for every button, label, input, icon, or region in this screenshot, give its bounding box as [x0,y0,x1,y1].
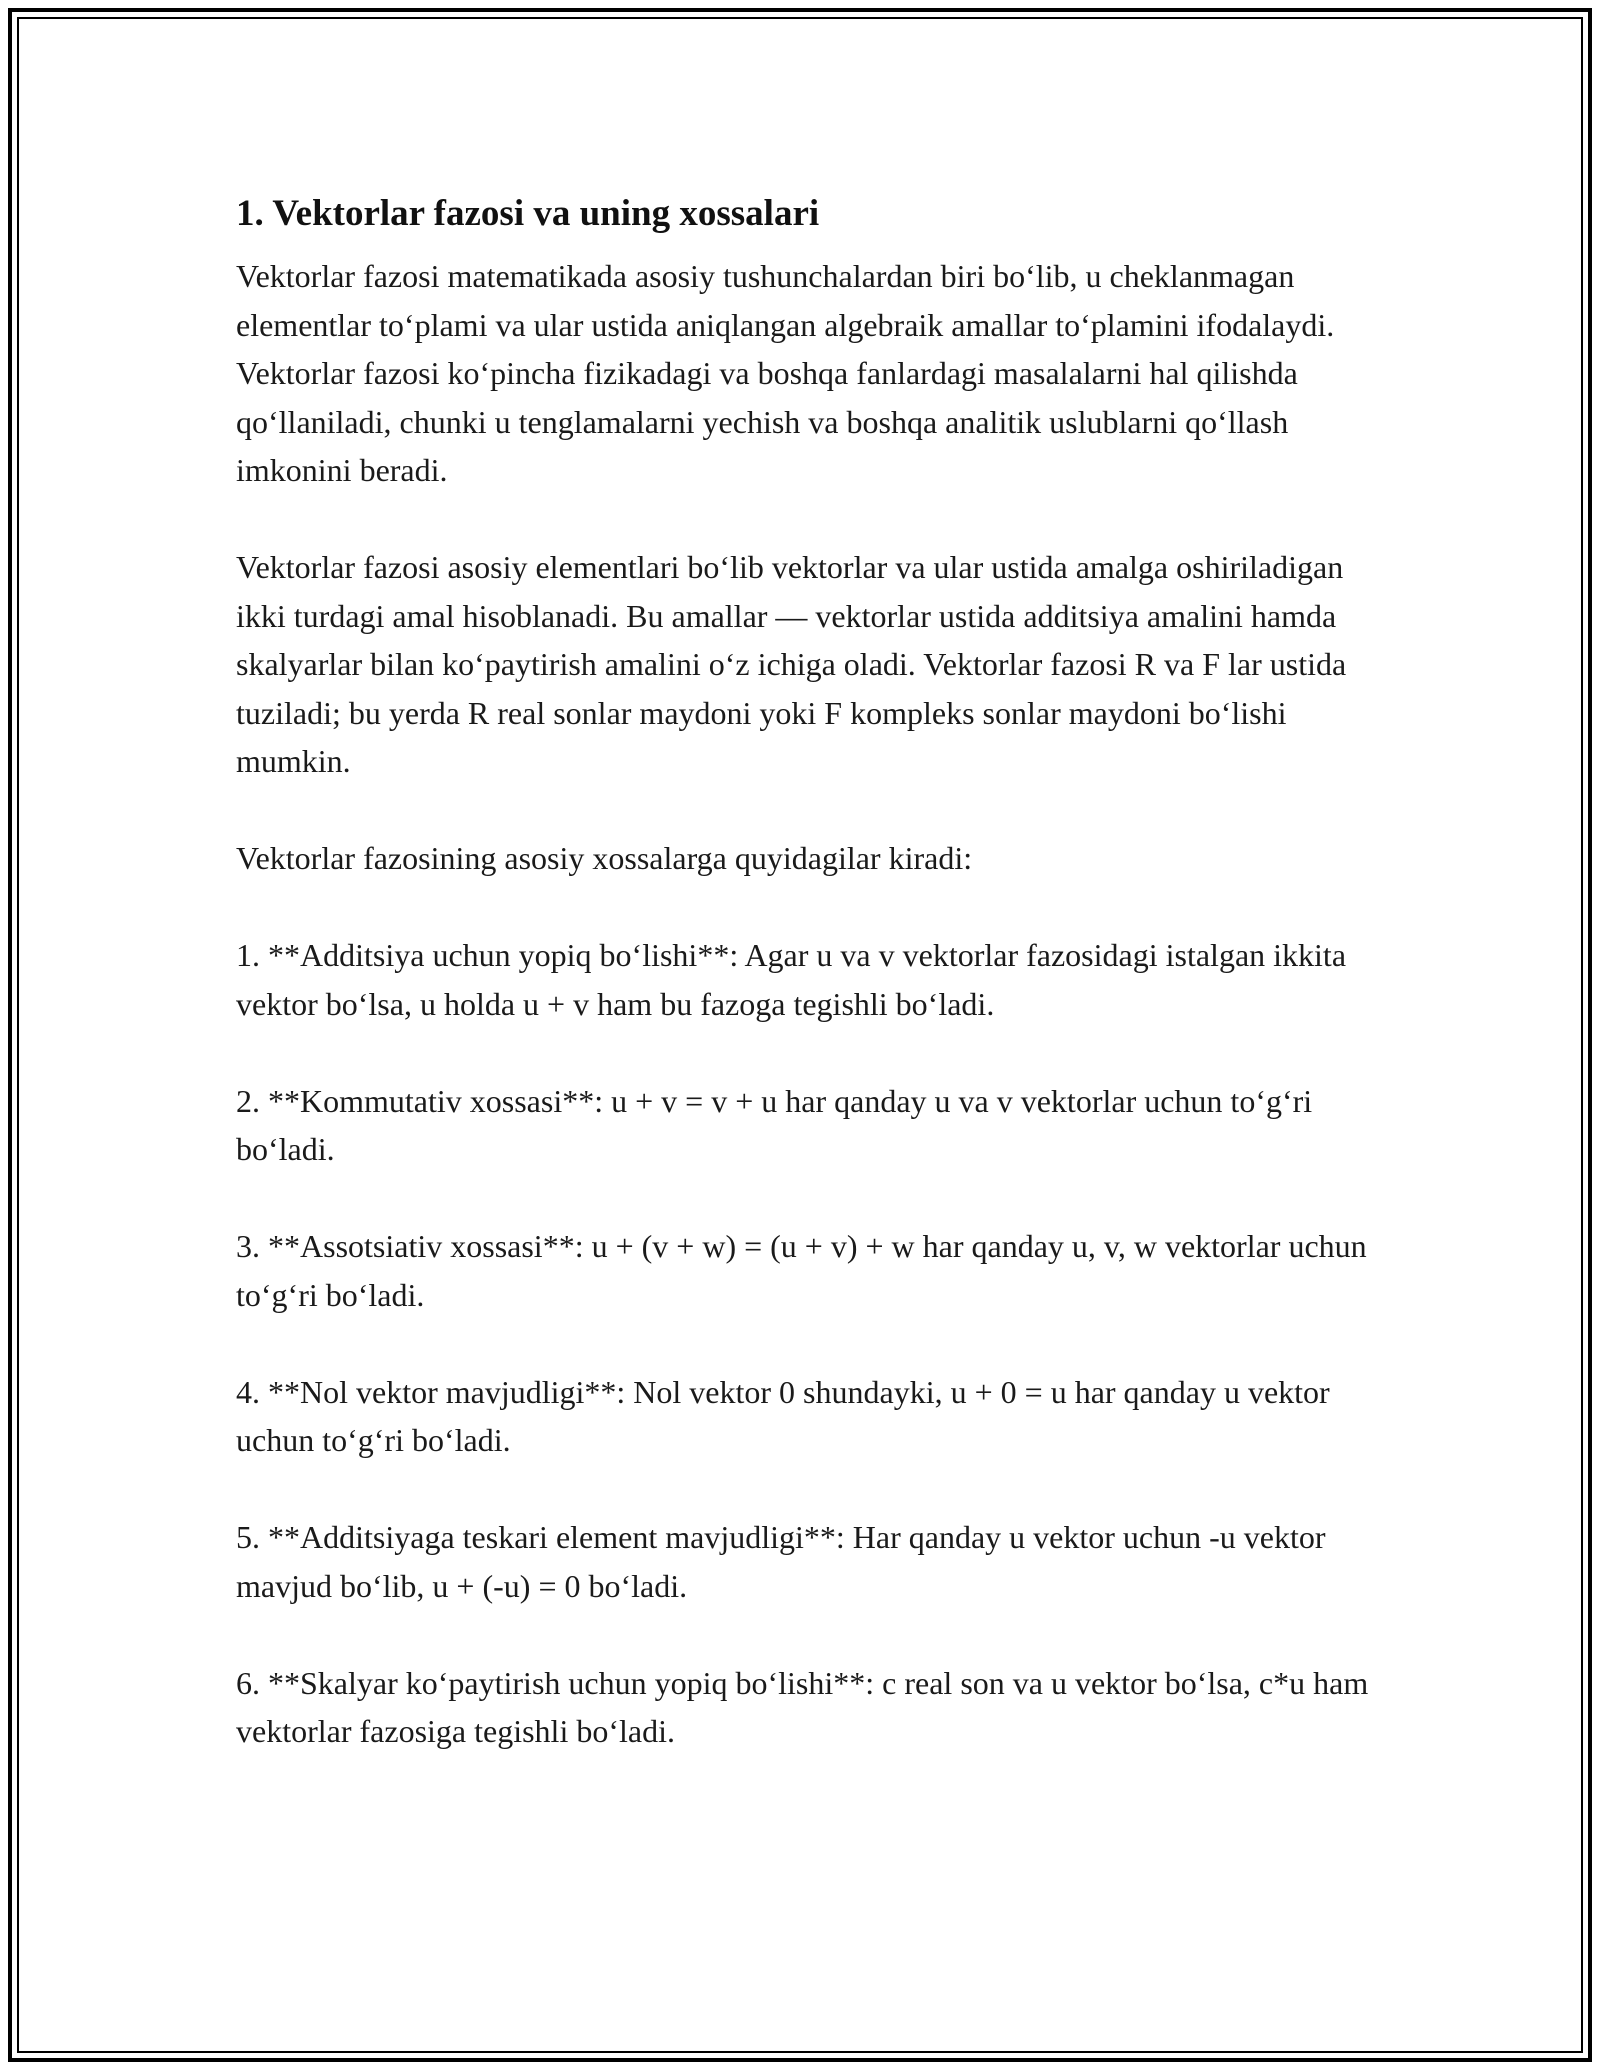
list-item-commutativity: 2. **Kommutativ xossasi**: u + v = v + u har qanday u va v vektorlar uchun to‘g‘ri bo‘ladi. [236,1082,1313,1167]
list-item-closure-scalar: 6. **Skalyar ko‘paytirish uchun yopiq bo‘lishi**: c real son va u vektor bo‘lsa, c*u ham vektorlar fazosiga tegishli bo‘ladi. [236,1664,1369,1749]
list-item-additive-inverse: 5. **Additsiyaga teskari element mavjudligi**: Har qanday u vektor uchun -u vektor mavjud bo‘lib, u + (-u) = 0 bo‘ladi. [236,1519,1326,1604]
list-item-associativity: 3. **Assotsiativ xossasi**: u + (v + w) = (u + v) + w har qanday u, v, w vektorlar uchun to‘g‘ri bo‘ladi. [236,1228,1367,1313]
list-item-zero-vector: 4. **Nol vektor mavjudligi**: Nol vektor 0 shundayki, u + 0 = u har qanday u vektor uchun to‘g‘ri bo‘ladi. [236,1373,1330,1458]
intro-paragraph: Vektorlar fazosi matematikada asosiy tushunchalardan biri bo‘lib, u cheklanmagan elementlar to‘plami va ular ustida aniqlangan algebraik amallar to‘plamini ifodalaydi. Vektorlar fazosi ko‘pincha fizikadagi va boshqa fanlardagi masalalarni hal qilishda qo‘llaniladi, chunki u tenglamalarni yechish va boshqa analitik uslublarni qo‘llash imkonini beradi. [236,258,1335,488]
section-heading: 1. Vektorlar fazosi va uning xossalari [236,193,820,234]
properties-intro-paragraph: Vektorlar fazosining asosiy xossalarga quyidagilar kiradi: [236,840,973,876]
list-item-closure-addition: 1. **Additsiya uchun yopiq bo‘lishi**: Agar u va v vektorlar fazosidagi istalgan ikkita vektor bo‘lsa, u holda u + v ham bu fazoga tegishli bo‘ladi. [236,937,1347,1022]
document-body [236,186,1376,1756]
elements-paragraph: Vektorlar fazosi asosiy elementlari bo‘lib vektorlar va ular ustida amalga oshiriladigan ikki turdagi amal hisoblanadi. Bu amallar — vektorlar ustida additsiya amalini hamda skalyarlar bilan ko‘paytirish amalini o‘z ichiga oladi. Vektorlar fazosi R va F lar ustida tuziladi; bu yerda R real sonlar maydoni yoki F kompleks sonlar maydoni bo‘lishi mumkin. [236,549,1347,779]
